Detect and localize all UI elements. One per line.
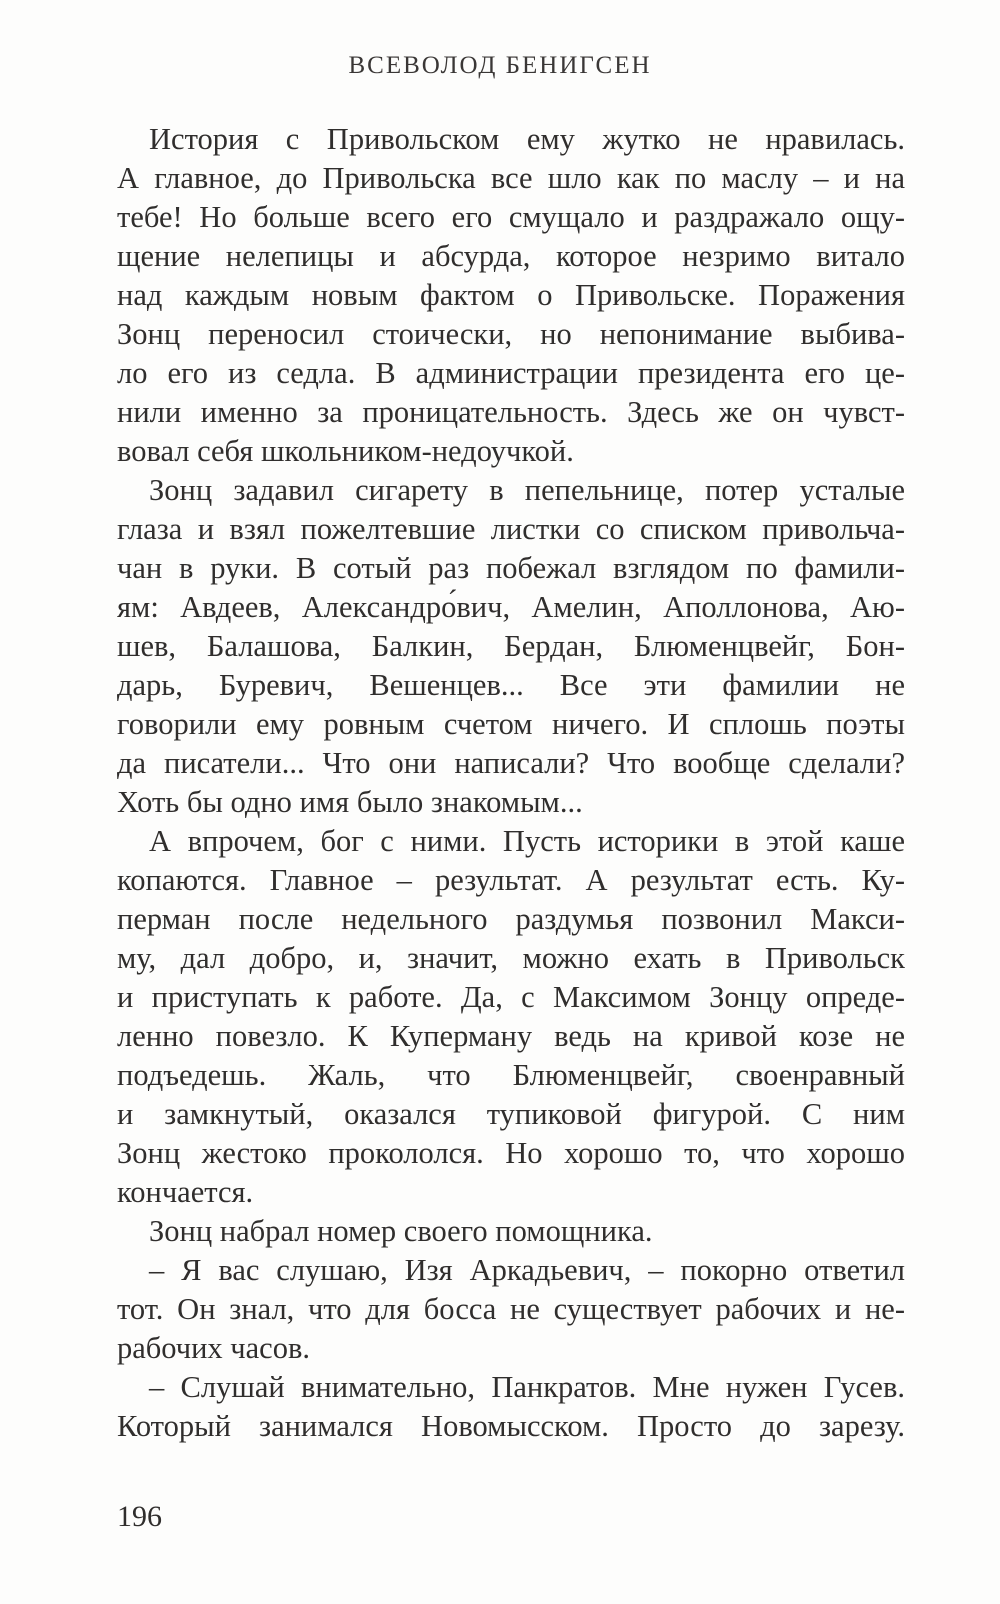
text-line: подъедешь. Жаль, что Блюменцвейг, своенравный (117, 1058, 905, 1092)
text-line: А впрочем, бог с ними. Пусть историки в этой каше (149, 824, 905, 858)
text-line: му, дал добро, и, значит, можно ехать в Привольск (117, 941, 905, 975)
text-line: – Слушай внимательно, Панкратов. Мне нужен Гусев. (149, 1370, 905, 1404)
text-line: нили именно за проницательность. Здесь же он чувст- (117, 395, 905, 429)
paragraph (117, 1251, 905, 1368)
running-head: ВСЕВОЛОД БЕНИГСЕН (348, 52, 652, 79)
text-line: щение нелепицы и абсурда, которое незримо витало (117, 239, 905, 273)
text-line: над каждым новым фактом о Привольске. Поражения (117, 278, 905, 312)
text-line: ло его из седла. В администрации президента его це- (117, 356, 905, 390)
text-line: дарь, Буревич, Вешенцев... Все эти фамилии не (117, 668, 905, 702)
body-text (117, 120, 905, 1446)
text-line: тебе! Но больше всего его смущало и раздражало ощу- (117, 200, 905, 234)
text-line: А главное, до Привольска все шло как по маслу – и на (117, 161, 905, 195)
text-line: чан в руки. В сотый раз побежал взглядом по фамили- (117, 551, 905, 585)
text-line: Зонц переносил стоически, но непонимание выбива- (117, 317, 905, 351)
text-line: Который занимался Новомысском. Просто до зарезу. (117, 1409, 905, 1443)
paragraph (117, 1368, 905, 1446)
text-line: Хоть бы одно имя было знакомым... (117, 785, 583, 819)
text-line: глаза и взял пожелтевшие листки со списком привольча- (117, 512, 905, 546)
text-line: Зонц жестоко прокололся. Но хорошо то, что хорошо (117, 1136, 905, 1170)
paragraph (117, 471, 905, 822)
text-line: говорили ему ровным счетом ничего. И сплошь поэты (117, 707, 905, 741)
text-line: вовал себя школьником-недоучкой. (117, 434, 574, 468)
text-line: да писатели... Что они написали? Что вообще сделали? (117, 746, 905, 780)
text-line: копаются. Главное – результат. А результат есть. Ку- (117, 863, 905, 897)
page-number: 196 (117, 1500, 162, 1533)
text-line: и замкнутый, оказался тупиковой фигурой. С ним (117, 1097, 905, 1131)
text-line: ям: Авдеев, Александро́вич, Амелин, Аполлонова, Аю- (117, 590, 905, 624)
text-line: рабочих часов. (117, 1331, 310, 1365)
text-line: и приступать к работе. Да, с Максимом Зонцу опреде- (117, 980, 905, 1014)
paragraph (117, 822, 905, 1212)
paragraph (117, 1212, 905, 1251)
text-line: История с Привольском ему жутко не нравилась. (149, 122, 905, 156)
text-line: кончается. (117, 1175, 254, 1209)
text-line: шев, Балашова, Балкин, Бердан, Блюменцвейг, Бон- (117, 629, 905, 663)
text-line: Зонц задавил сигарету в пепельнице, потер усталые (149, 473, 905, 507)
text-line: – Я вас слушаю, Изя Аркадьевич, – покорно ответил (149, 1253, 905, 1287)
text-line: перман после недельного раздумья позвонил Макси- (117, 902, 905, 936)
text-line: Зонц набрал номер своего помощника. (149, 1214, 653, 1248)
text-line: ленно повезло. К Куперману ведь на кривой козе не (117, 1019, 905, 1053)
text-line: тот. Он знал, что для босса не существует рабочих и не- (117, 1292, 905, 1326)
paragraph (117, 120, 905, 471)
